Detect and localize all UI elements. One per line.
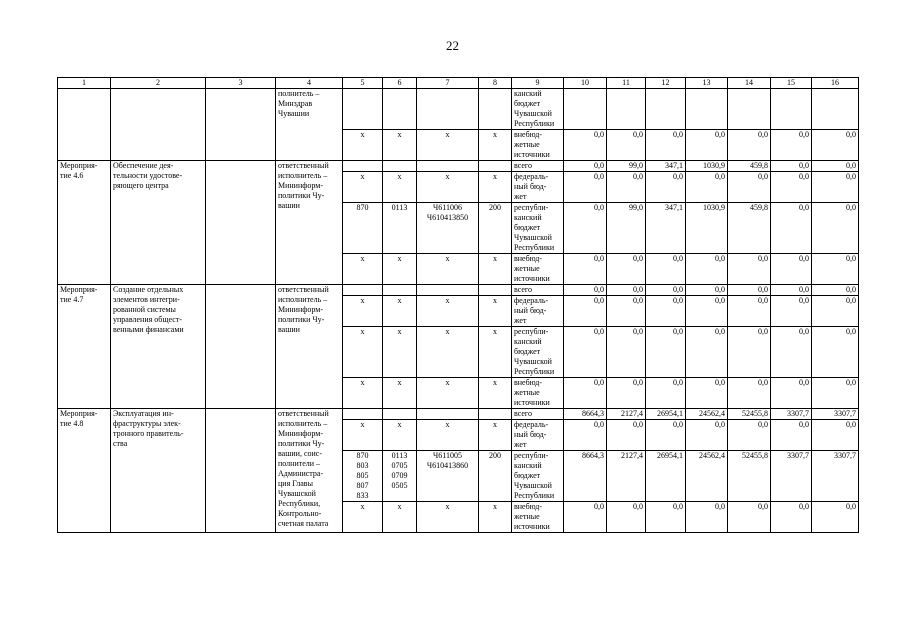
executor-cell: ответственный исполнитель – Мининформ- политики Чу- вашии (276, 161, 343, 285)
value-cell (607, 89, 646, 130)
value-cell: 0,0 (646, 296, 686, 327)
value-cell: 0,0 (564, 296, 607, 327)
section-code-cell: 0113 (383, 203, 417, 254)
table-row (58, 409, 859, 420)
value-cell: 0,0 (564, 161, 607, 172)
target-article-cell: x (417, 130, 479, 161)
value-cell: 0,0 (607, 378, 646, 409)
goal-cell (206, 285, 276, 409)
value-cell: 0,0 (607, 502, 646, 533)
value-cell: 0,0 (686, 502, 728, 533)
value-cell: 0,0 (564, 254, 607, 285)
target-article-cell: x (417, 296, 479, 327)
section-code-cell (383, 89, 417, 130)
value-cell: 0,0 (771, 172, 812, 203)
value-cell (812, 89, 859, 130)
value-cell: 0,0 (646, 285, 686, 296)
table-row (58, 161, 859, 172)
value-cell: 0,0 (564, 203, 607, 254)
value-cell: 2127,4 (607, 451, 646, 502)
funding-source-cell: внебюд- жетные источники (512, 254, 564, 285)
value-cell: 0,0 (686, 130, 728, 161)
value-cell: 0,0 (607, 172, 646, 203)
funding-source-cell: республи- канский бюджет Чувашской Республики (512, 203, 564, 254)
column-number: 11 (607, 78, 646, 89)
expense-group-cell: 200 (479, 451, 512, 502)
value-cell: 2127,4 (607, 409, 646, 420)
expense-group-cell: x (479, 378, 512, 409)
value-cell: 0,0 (812, 203, 859, 254)
measure-name-cell: Создание отдельных элементов интегри- рованной системы управления общест- венными финансами (111, 285, 206, 409)
value-cell: 0,0 (686, 420, 728, 451)
value-cell: 8664,3 (564, 451, 607, 502)
funding-source-cell: внебюд- жетные источники (512, 502, 564, 533)
value-cell: 0,0 (646, 502, 686, 533)
value-cell: 0,0 (728, 296, 771, 327)
value-cell: 0,0 (728, 378, 771, 409)
value-cell: 0,0 (564, 378, 607, 409)
expense-group-cell: x (479, 296, 512, 327)
value-cell: 0,0 (728, 502, 771, 533)
column-number: 4 (276, 78, 343, 89)
value-cell: 0,0 (564, 130, 607, 161)
grbs-code-cell: x (343, 420, 383, 451)
expense-group-cell: x (479, 254, 512, 285)
value-cell: 0,0 (771, 285, 812, 296)
value-cell: 0,0 (812, 378, 859, 409)
grbs-code-cell (343, 89, 383, 130)
expense-group-cell (479, 89, 512, 130)
value-cell: 0,0 (686, 296, 728, 327)
value-cell: 24562,4 (686, 451, 728, 502)
value-cell: 3307,7 (812, 451, 859, 502)
measure-name-cell (111, 89, 206, 161)
funding-source-cell: всего (512, 285, 564, 296)
value-cell: 459,8 (728, 203, 771, 254)
value-cell: 0,0 (812, 254, 859, 285)
funding-source-cell: всего (512, 161, 564, 172)
section-code-cell (383, 285, 417, 296)
grbs-code-cell: x (343, 254, 383, 285)
executor-cell: ответственный исполнитель – Мининформ- политики Чу- вашии (276, 285, 343, 409)
value-cell: 52455,8 (728, 451, 771, 502)
executor-cell: ответственный исполнитель – Мининформ- политики Чу- вашии, соис- полнители – Администра- ция Главы Чувашской Республики, Контрольно- счетная палата (276, 409, 343, 533)
funding-source-cell: всего (512, 409, 564, 420)
section-code-cell: x (383, 378, 417, 409)
target-article-cell: x (417, 327, 479, 378)
value-cell: 0,0 (771, 378, 812, 409)
value-cell: 0,0 (812, 130, 859, 161)
value-cell: 0,0 (646, 327, 686, 378)
target-article-cell (417, 161, 479, 172)
value-cell: 0,0 (686, 254, 728, 285)
target-article-cell: x (417, 378, 479, 409)
column-number: 8 (479, 78, 512, 89)
funding-source-cell: республи- канский бюджет Чувашской Республики (512, 327, 564, 378)
funding-source-cell: федераль- ный бюд- жет (512, 420, 564, 451)
section-code-cell: x (383, 130, 417, 161)
value-cell: 0,0 (771, 420, 812, 451)
value-cell: 0,0 (607, 254, 646, 285)
value-cell: 0,0 (728, 285, 771, 296)
target-article-cell: x (417, 172, 479, 203)
value-cell: 99,0 (607, 203, 646, 254)
expense-group-cell: x (479, 172, 512, 203)
value-cell: 0,0 (686, 172, 728, 203)
funding-source-cell: внебюд- жетные источники (512, 378, 564, 409)
column-number: 13 (686, 78, 728, 89)
value-cell: 99,0 (607, 161, 646, 172)
value-cell: 0,0 (812, 502, 859, 533)
grbs-code-cell: 870 (343, 203, 383, 254)
value-cell: 26954,1 (646, 451, 686, 502)
measure-code-cell: Мероприя- тие 4.6 (58, 161, 111, 285)
grbs-code-cell: x (343, 130, 383, 161)
grbs-code-cell: x (343, 296, 383, 327)
section-code-cell: x (383, 172, 417, 203)
value-cell (646, 89, 686, 130)
value-cell: 0,0 (564, 420, 607, 451)
value-cell: 0,0 (812, 161, 859, 172)
value-cell: 0,0 (607, 285, 646, 296)
column-number: 1 (58, 78, 111, 89)
value-cell: 0,0 (728, 254, 771, 285)
value-cell: 8664,3 (564, 409, 607, 420)
target-article-cell (417, 285, 479, 296)
column-number: 7 (417, 78, 479, 89)
measure-name-cell: Эксплуатация ин- фраструктуры элек- тронного правитель- ства (111, 409, 206, 533)
grbs-code-cell (343, 161, 383, 172)
column-number: 3 (206, 78, 276, 89)
section-code-cell: x (383, 254, 417, 285)
column-number: 2 (111, 78, 206, 89)
measure-code-cell (58, 89, 111, 161)
goal-cell (206, 89, 276, 161)
value-cell: 0,0 (686, 378, 728, 409)
value-cell: 52455,8 (728, 409, 771, 420)
value-cell: 0,0 (771, 296, 812, 327)
measure-name-cell: Обеспечение дея- тельности удостове- ряющего центра (111, 161, 206, 285)
value-cell: 0,0 (607, 327, 646, 378)
value-cell: 0,0 (771, 161, 812, 172)
funding-source-cell: внебюд- жетные источники (512, 130, 564, 161)
value-cell: 0,0 (686, 285, 728, 296)
value-cell: 0,0 (564, 285, 607, 296)
value-cell (686, 89, 728, 130)
value-cell: 0,0 (771, 203, 812, 254)
value-cell: 0,0 (812, 285, 859, 296)
table-row (58, 89, 859, 130)
value-cell (728, 89, 771, 130)
value-cell: 0,0 (646, 254, 686, 285)
grbs-code-cell: x (343, 327, 383, 378)
column-number: 16 (812, 78, 859, 89)
value-cell: 0,0 (728, 172, 771, 203)
section-code-cell: x (383, 296, 417, 327)
section-code-cell: x (383, 420, 417, 451)
executor-cell: полнитель – Минздрав Чувашии (276, 89, 343, 161)
value-cell: 459,8 (728, 161, 771, 172)
section-code-cell (383, 409, 417, 420)
value-cell: 0,0 (728, 420, 771, 451)
value-cell: 0,0 (771, 130, 812, 161)
expense-group-cell (479, 409, 512, 420)
measure-code-cell: Мероприя- тие 4.7 (58, 285, 111, 409)
expense-group-cell: 200 (479, 203, 512, 254)
expense-group-cell: x (479, 420, 512, 451)
value-cell: 1030,9 (686, 203, 728, 254)
goal-cell (206, 409, 276, 533)
column-number: 14 (728, 78, 771, 89)
measure-code-cell: Мероприя- тие 4.8 (58, 409, 111, 533)
value-cell: 0,0 (771, 254, 812, 285)
budget-table (57, 77, 859, 533)
value-cell: 0,0 (646, 130, 686, 161)
value-cell: 0,0 (607, 420, 646, 451)
value-cell: 0,0 (771, 327, 812, 378)
value-cell: 3307,7 (771, 451, 812, 502)
funding-source-cell: канский бюджет Чувашской Республики (512, 89, 564, 130)
expense-group-cell (479, 285, 512, 296)
value-cell: 347,1 (646, 203, 686, 254)
target-article-cell (417, 89, 479, 130)
target-article-cell (417, 409, 479, 420)
section-code-cell: 0113 0705 0709 0505 (383, 451, 417, 502)
value-cell: 3307,7 (812, 409, 859, 420)
value-cell: 0,0 (564, 502, 607, 533)
goal-cell (206, 161, 276, 285)
value-cell: 0,0 (771, 502, 812, 533)
target-article-cell: x (417, 254, 479, 285)
value-cell: 347,1 (646, 161, 686, 172)
value-cell: 0,0 (728, 130, 771, 161)
value-cell: 1030,9 (686, 161, 728, 172)
value-cell: 0,0 (812, 172, 859, 203)
value-cell: 0,0 (564, 172, 607, 203)
page-number: 22 (446, 38, 459, 53)
expense-group-cell (479, 161, 512, 172)
value-cell: 24562,4 (686, 409, 728, 420)
expense-group-cell: x (479, 327, 512, 378)
grbs-code-cell (343, 409, 383, 420)
value-cell: 0,0 (812, 420, 859, 451)
value-cell (771, 89, 812, 130)
column-number: 15 (771, 78, 812, 89)
column-number: 12 (646, 78, 686, 89)
target-article-cell: Ч611006 Ч610413850 (417, 203, 479, 254)
grbs-code-cell: 870 803 805 807 833 (343, 451, 383, 502)
column-number-row (58, 78, 859, 89)
grbs-code-cell: x (343, 378, 383, 409)
funding-source-cell: федераль- ный бюд- жет (512, 172, 564, 203)
target-article-cell: Ч611005 Ч610413860 (417, 451, 479, 502)
value-cell: 0,0 (646, 172, 686, 203)
target-article-cell: x (417, 502, 479, 533)
value-cell: 0,0 (812, 296, 859, 327)
value-cell: 0,0 (646, 420, 686, 451)
value-cell: 0,0 (812, 327, 859, 378)
grbs-code-cell: x (343, 172, 383, 203)
section-code-cell: x (383, 502, 417, 533)
column-number: 5 (343, 78, 383, 89)
value-cell: 0,0 (686, 327, 728, 378)
target-article-cell: x (417, 420, 479, 451)
table-row (58, 285, 859, 296)
value-cell: 0,0 (607, 296, 646, 327)
value-cell: 0,0 (728, 327, 771, 378)
column-number: 9 (512, 78, 564, 89)
section-code-cell: x (383, 327, 417, 378)
funding-source-cell: республи- канский бюджет Чувашской Республики (512, 451, 564, 502)
expense-group-cell: x (479, 130, 512, 161)
funding-source-cell: федераль- ный бюд- жет (512, 296, 564, 327)
value-cell: 0,0 (646, 378, 686, 409)
value-cell: 26954,1 (646, 409, 686, 420)
expense-group-cell: x (479, 502, 512, 533)
value-cell: 0,0 (607, 130, 646, 161)
value-cell: 3307,7 (771, 409, 812, 420)
grbs-code-cell (343, 285, 383, 296)
column-number: 10 (564, 78, 607, 89)
grbs-code-cell: x (343, 502, 383, 533)
value-cell (564, 89, 607, 130)
section-code-cell (383, 161, 417, 172)
column-number: 6 (383, 78, 417, 89)
value-cell: 0,0 (564, 327, 607, 378)
